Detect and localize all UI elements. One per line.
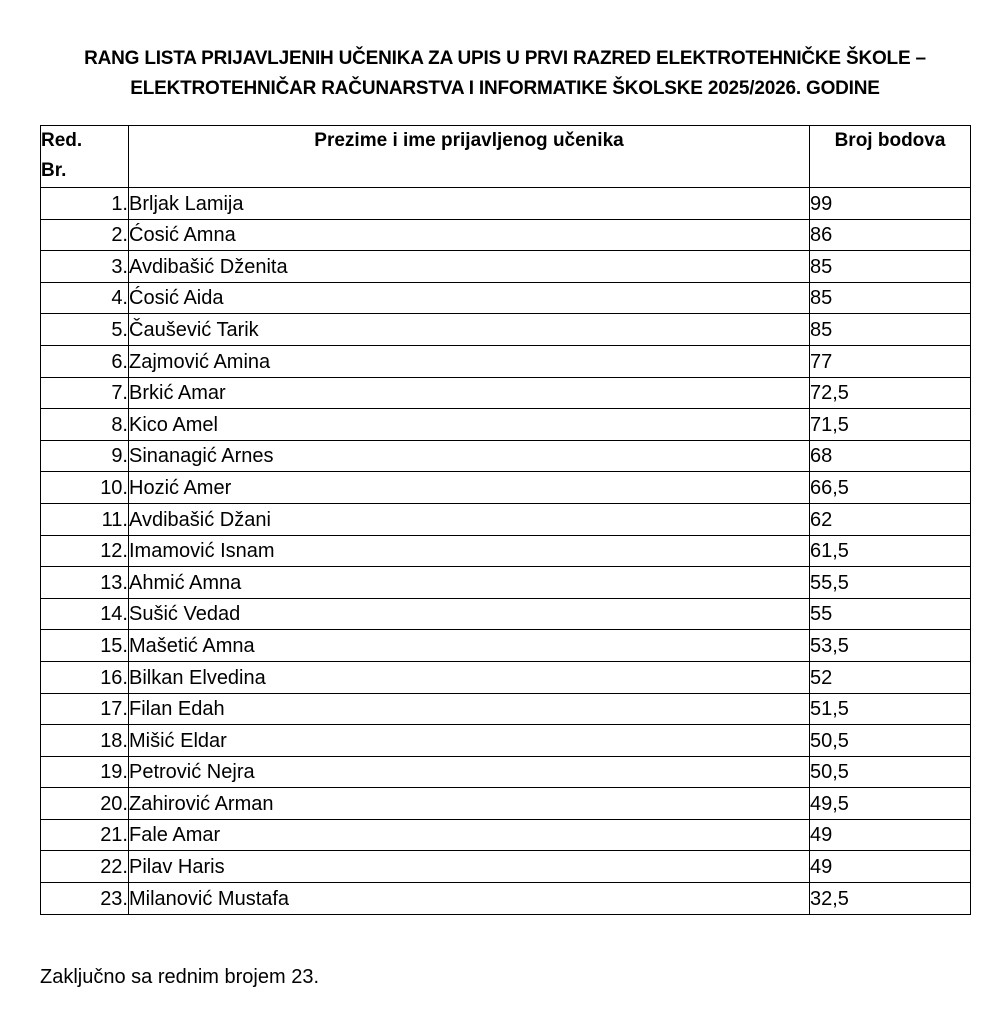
rank-number-cell: 4. [41,282,129,314]
table-row [41,472,971,504]
student-name-cell: Hozić Amer [129,472,810,504]
table-row [41,630,971,662]
points-cell: 51,5 [810,693,971,725]
title-line-1: RANG LISTA PRIJAVLJENIH UČENIKA ZA UPIS U PRVI RAZRED ELEKTROTEHNIČKE ŠKOLE – [84,48,926,69]
student-name-cell: Zahirović Arman [129,788,810,820]
student-name-cell: Čaušević Tarik [129,314,810,346]
points-cell: 85 [810,314,971,346]
rank-number-cell: 18. [41,725,129,757]
student-name-cell: Kico Amel [129,409,810,441]
table-row [41,345,971,377]
points-cell: 53,5 [810,630,971,662]
table-row [41,535,971,567]
rank-number-cell: 7. [41,377,129,409]
student-name-cell: Sinanagić Arnes [129,440,810,472]
points-cell: 72,5 [810,377,971,409]
student-name-cell: Mišić Eldar [129,725,810,757]
table-row [41,883,971,915]
table-row [41,693,971,725]
rank-number-cell: 20. [41,788,129,820]
table-row [41,282,971,314]
rank-number-cell: 19. [41,756,129,788]
table-row [41,598,971,630]
points-cell: 50,5 [810,725,971,757]
header-rank-number-line-2: Br. [41,160,67,181]
table-row [41,756,971,788]
rank-number-cell: 11. [41,503,129,535]
rank-number-cell: 16. [41,661,129,693]
student-name-cell: Pilav Haris [129,851,810,883]
student-name-cell: Fale Amar [129,819,810,851]
points-cell: 99 [810,188,971,220]
rank-number-cell: 12. [41,535,129,567]
points-cell: 61,5 [810,535,971,567]
table-header-row [41,126,971,188]
table-row [41,819,971,851]
points-cell: 77 [810,345,971,377]
table-row [41,219,971,251]
student-name-cell: Sušić Vedad [129,598,810,630]
header-rank-number-line-1: Red. [41,130,83,151]
table-row [41,851,971,883]
table-row [41,503,971,535]
rank-number-cell: 6. [41,345,129,377]
table-row [41,314,971,346]
rank-number-cell: 21. [41,819,129,851]
page-title [30,44,980,104]
header-student-name: Prezime i ime prijavljenog učenika [129,126,810,188]
rank-number-cell: 1. [41,188,129,220]
points-cell: 49 [810,819,971,851]
points-cell: 52 [810,661,971,693]
student-name-cell: Zajmović Amina [129,345,810,377]
student-name-cell: Ahmić Amna [129,567,810,599]
rank-number-cell: 3. [41,251,129,283]
points-cell: 32,5 [810,883,971,915]
table-row [41,377,971,409]
table-row [41,251,971,283]
table-row [41,725,971,757]
rank-list-table [40,125,971,915]
rank-number-cell: 9. [41,440,129,472]
rank-number-cell: 2. [41,219,129,251]
header-points: Broj bodova [810,126,971,188]
student-name-cell: Ćosić Aida [129,282,810,314]
rank-number-cell: 17. [41,693,129,725]
title-line-2: ELEKTROTEHNIČAR RAČUNARSTVA I INFORMATIKE ŠKOLSKE 2025/2026. GODINE [130,78,880,99]
student-name-cell: Mašetić Amna [129,630,810,662]
student-name-cell: Milanović Mustafa [129,883,810,915]
table-body [41,188,971,915]
rank-number-cell: 23. [41,883,129,915]
student-name-cell: Ćosić Amna [129,219,810,251]
student-name-cell: Brkić Amar [129,377,810,409]
table-row [41,661,971,693]
student-name-cell: Petrović Nejra [129,756,810,788]
points-cell: 62 [810,503,971,535]
rank-number-cell: 22. [41,851,129,883]
points-cell: 86 [810,219,971,251]
table-row [41,788,971,820]
rank-number-cell: 13. [41,567,129,599]
header-rank-number [41,126,129,188]
points-cell: 85 [810,251,971,283]
points-cell: 71,5 [810,409,971,441]
student-name-cell: Imamović Isnam [129,535,810,567]
rank-number-cell: 5. [41,314,129,346]
points-cell: 85 [810,282,971,314]
table-row [41,188,971,220]
table-row [41,409,971,441]
student-name-cell: Avdibašić Džani [129,503,810,535]
points-cell: 66,5 [810,472,971,504]
points-cell: 68 [810,440,971,472]
table-row [41,440,971,472]
rank-number-cell: 14. [41,598,129,630]
footer-note: Zaključno sa rednim brojem 23. [40,966,320,988]
student-name-cell: Bilkan Elvedina [129,661,810,693]
rank-number-cell: 15. [41,630,129,662]
points-cell: 49,5 [810,788,971,820]
student-name-cell: Brljak Lamija [129,188,810,220]
student-name-cell: Filan Edah [129,693,810,725]
rank-number-cell: 10. [41,472,129,504]
points-cell: 55 [810,598,971,630]
rank-number-cell: 8. [41,409,129,441]
student-name-cell: Avdibašić Dženita [129,251,810,283]
table-row [41,567,971,599]
points-cell: 49 [810,851,971,883]
points-cell: 50,5 [810,756,971,788]
points-cell: 55,5 [810,567,971,599]
